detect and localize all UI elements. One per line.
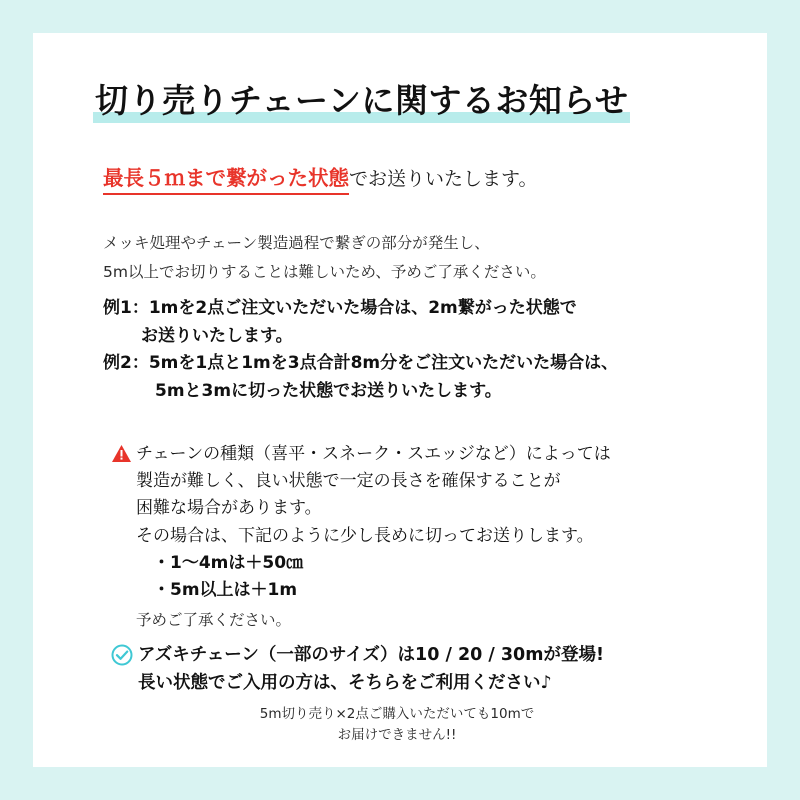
callout-fineprint: [97, 704, 697, 746]
note-line-1: メッキ処理やチェーン製造過程で繋ぎの部分が発生し、: [103, 234, 490, 252]
examples-block: [103, 295, 618, 405]
warning-closing: 予めご了承ください。: [136, 610, 292, 629]
warning-line-3: 困難な場合があります。: [136, 498, 322, 519]
warning-bullet-2: ・5m以上は＋1m: [153, 580, 298, 601]
callout-first-row: [111, 641, 711, 669]
lead-line: [103, 165, 537, 192]
callout-line-2: 長い状態でご入用の方は、そちらをご利用ください♪: [138, 673, 552, 694]
page-title-wrap: [95, 81, 628, 121]
example-2-line-1: 例2：5mを1点と1mを3点合計8m分をご注文いただいた場合は、: [103, 353, 619, 374]
warning-block: [111, 441, 711, 633]
lead-highlight-text: 最長５ｍまで繋がった状態: [103, 166, 349, 190]
callout-fineprint-line-2: お届けできません!!: [337, 726, 457, 743]
example-2-line-2: 5mと3mに切った状態でお送りいたします。: [155, 380, 502, 401]
page-title-text: 切り売りチェーンに関するお知らせ: [95, 81, 629, 120]
callout-line-1: アズキチェーン（一部のサイズ）は10 / 20 / 30mが登場!: [138, 645, 604, 665]
warning-bullet-1: ・1〜4mは＋50㎝: [153, 552, 304, 573]
note-paragraph: [103, 229, 546, 286]
lead-tail-text: でお送りいたします。: [349, 168, 538, 190]
warning-line-1: チェーンの種類（喜平・スネーク・スエッジなど）によっては: [136, 444, 611, 464]
notice-card: [33, 33, 767, 767]
warning-triangle-icon: [111, 444, 132, 463]
note-line-2: 5m以上でお切りすることは難しいため、予めご了承ください。: [103, 262, 546, 281]
example-1-line-2: お送りいたします。: [141, 325, 293, 346]
lead-underline: [103, 193, 349, 195]
example-1-line-1: 例1：1mを2点ご注文いただいた場合は、2m繋がった状態で: [103, 298, 577, 318]
page-title: [95, 81, 628, 121]
callout-block: [111, 641, 711, 746]
callout-fineprint-line-1: 5m切り売り×2点ご購入いただいても10mで: [259, 705, 535, 722]
warning-first-row: [111, 441, 711, 468]
warning-line-2: 製造が難しく、良い状態で一定の長さを確保することが: [136, 471, 561, 492]
lead-highlight: [103, 165, 349, 192]
check-circle-icon: [111, 644, 133, 666]
warning-line-4: その場合は、下記のように少し長めに切ってお送りします。: [136, 525, 594, 546]
notice-content: [33, 33, 767, 767]
